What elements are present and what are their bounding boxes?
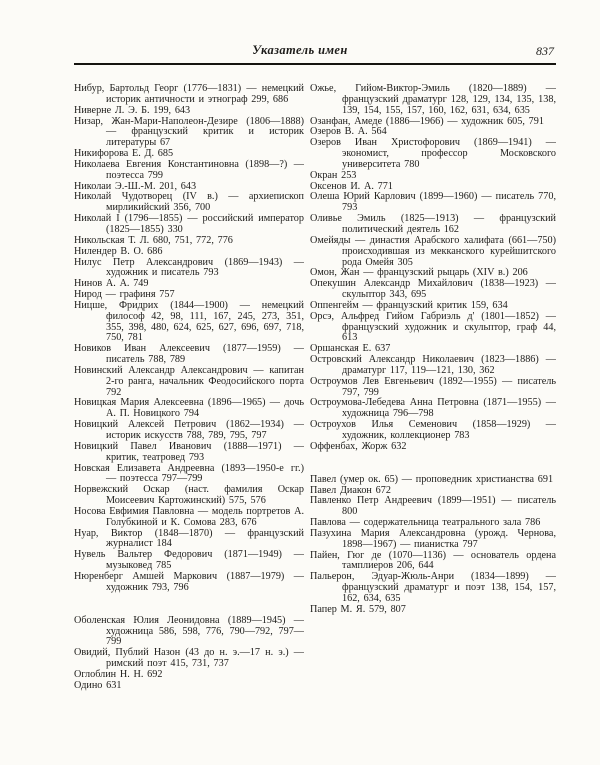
index-entry: Ожье, Гийом-Виктор-Эмиль (1820—1889) — французский драматург 128, 129, 134, 135, 138, 139, 154, 155, 157, 160, 162, 631, 634, 635 [310,83,556,116]
index-entry: Павлова — содержательница театрального зала 786 [310,517,541,529]
index-entry: Оффенбах, Жорж 632 [310,440,407,452]
index-entry: Ницше, Фридрих (1844—1900) — немецкий философ 42, 98, 111, 167, 245, 273, 351, 355, 398, 480, 624, 625, 627, 696, 697, 718, 750, 781 [74,299,304,344]
letter-group [74,616,304,692]
index-column-right [310,84,556,692]
index-entry: Нинов А. А. 749 [74,278,149,290]
index-entry: Павел (умер ок. 65) — проповедник христианства 691 [310,473,554,485]
index-entry: Нирод — графиня 757 [74,289,175,301]
page-number: 837 [536,44,554,58]
index-entry: Новицкая Мария Алексеевна (1896—1965) — дочь А. П. Новицкого 794 [74,397,304,420]
index-entry: Низар, Жан-Мари-Наполеон-Дезире (1806—1888) — французский критик и историк литературы 67 [74,115,304,149]
index-entry: Новиков Иван Алексеевич (1877—1959) — писатель 788, 789 [74,343,304,366]
header-rule [74,63,556,65]
index-entry: Оксенов И. А. 771 [310,180,393,192]
index-entry: Овидий, Публий Назон (43 до н. э.—17 н. э.) — римский поэт 415, 731, 737 [74,647,304,670]
index-entry: Оршанская Е. 637 [310,343,391,355]
index-entry: Пайен, Гюг де (1070—1136) — основатель ордена тамплиеров 206, 644 [310,549,556,572]
index-entry: Озеров Иван Христофорович (1869—1941) — экономист, профессор Московского университета 780 [310,137,556,170]
index-entry: Нилендер В. О. 686 [74,245,163,257]
index-entry: Озанфан, Амеде (1886—1966) — художник 605, 791 [310,115,544,127]
index-entry: Пальерон, Эдуар-Жюль-Анри (1834—1899) — французский драматург и поэт 138, 154, 157, 162, 634, 635 [310,571,556,604]
index-entry: Нюренберг Амшей Маркович (1887—1979) — художник 793, 796 [74,570,304,593]
letter-group [74,84,304,594]
index-entry: Николай Чудотворец (IV в.) — архиепископ мирликийский 356, 700 [74,191,304,214]
index-entry: Нуар, Виктор (1848—1870) — французский журналист 184 [74,527,304,550]
index-entry: Новицкий Павел Иванович (1888—1971) — критик, театровед 793 [74,440,304,463]
running-head [74,43,556,61]
index-columns [74,84,556,692]
index-column-left [74,84,304,692]
index-entry: Новская Елизавета Андреевна (1893—1950-е гг.) — поэтесса 797—799 [74,462,304,485]
index-entry: Озеров В. А. 564 [310,126,387,138]
index-entry: Павел Диакон 672 [310,484,391,496]
index-entry: Норвежский Оскар (наст. фамилия Оскар Моисеевич Картожинский) 575, 576 [74,484,304,507]
index-entry: Одино 631 [74,679,122,691]
index-entry: Остроумова-Лебедева Анна Петровна (1871—1955) — художница 796—798 [310,397,556,420]
index-entry: Омейяды — династия Арабского халифата (661—750) происходившая из мекканского курейшитского рода Омейя 305 [310,234,556,268]
index-entry: Оппенгейм — французский критик 159, 634 [310,299,508,311]
index-entry: Остроухов Илья Семенович (1858—1929) — художник, коллекционер 783 [310,419,556,441]
index-entry: Носова Евфимия Павловна — модель портретов А. Голубкиной и К. Сомова 283, 676 [74,505,304,528]
index-entry: Николаева Евгения Константиновна (1898—?) — поэтесса 799 [74,158,304,181]
index-entry: Новицкий Алексей Петрович (1862—1934) — историк искусств 788, 789, 795, 797 [74,419,304,441]
index-entry: Нувель Вальтер Федорович (1871—1949) — музыковед 785 [74,549,304,572]
index-entry: Островский Александр Николаевич (1823—1886) — драматург 117, 119—121, 130, 362 [310,354,556,376]
index-entry: Окран 253 [310,169,357,181]
index-entry: Омон, Жан — французский рыцарь (XIV в.) 206 [310,267,528,279]
index-entry: Павленко Петр Андреевич (1899—1951) — писатель 800 [310,495,556,518]
index-entry: Никифорова Е. Д. 685 [74,148,174,160]
index-entry: Николай I (1796—1855) — российский император (1825—1855) 330 [74,213,304,235]
index-entry: Орсэ, Альфред Гийом Габриэль д' (1801—1852) — французский художник и скульптор, граф 44, 613 [310,310,556,344]
page-title: Указатель имен [252,43,348,57]
index-entry: Нилус Петр Александрович (1869—1943) — художник и писатель 793 [74,256,304,279]
index-entry: Николаи Э.-Ш.-М. 201, 643 [74,180,197,192]
index-entry: Остроумов Лев Евгеньевич (1892—1955) — писатель 797, 799 [310,375,556,398]
index-entry: Опекушин Александр Михайлович (1838—1923) — скульптор 343, 695 [310,278,556,301]
index-entry: Оболенская Юлия Леонидовна (1889—1945) — художница 586, 598, 776, 790—792, 797—799 [74,614,304,648]
index-entry: Олеша Юрий Карлович (1899—1960) — писатель 770, 793 [310,191,556,214]
index-entry: Папер М. Я. 579, 807 [310,603,406,615]
index-entry: Оглоблин Н. Н. 692 [74,668,163,680]
index-entry: Пазухина Мария Александровна (урожд. Чернова, 1898—1967) — пианистка 797 [310,527,556,550]
index-entry: Нибур, Бартольд Георг (1776—1831) — немецкий историк античности и этнограф 299, 686 [74,83,304,105]
index-entry: Новинский Александр Александрович — капитан 2-го ранга, начальник Феодосийского порта 792 [74,364,304,398]
letter-group [310,84,556,453]
letter-group [310,475,556,616]
index-entry: Оливье Эмиль (1825—1913) — французский политический деятель 162 [310,213,556,235]
index-entry: Ниверне Л. Э. Б. 199, 643 [74,104,191,116]
index-entry: Никольская Т. Л. 680, 751, 772, 776 [74,234,233,246]
